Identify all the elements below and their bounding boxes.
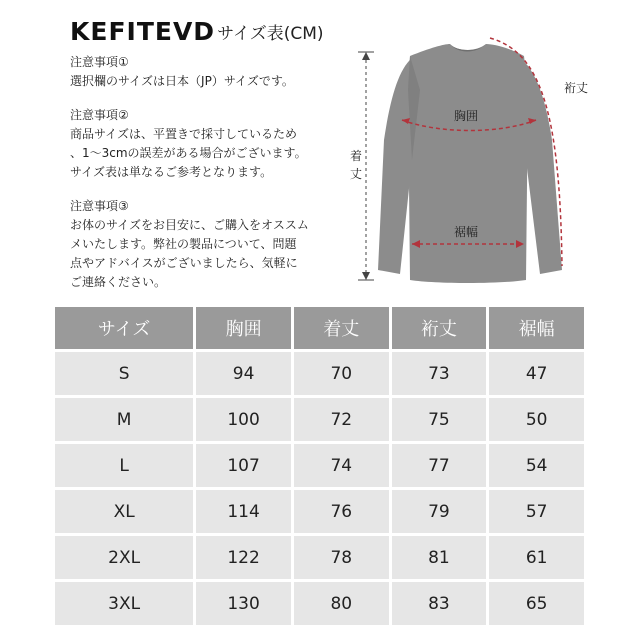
shirt-measurement-diagram	[340, 30, 640, 298]
table-row	[55, 536, 584, 579]
length-cell: 78	[294, 536, 389, 579]
note-1	[70, 53, 360, 91]
length-cell: 74	[294, 444, 389, 487]
length-arrow-top	[362, 52, 370, 60]
sleeve-cell: 73	[392, 352, 487, 395]
sleeve-label: 裄丈	[564, 81, 589, 95]
table-row	[55, 352, 584, 395]
notes-section	[70, 53, 363, 307]
size-chart-subtitle: サイズ表(CM)	[217, 23, 324, 44]
table-row	[55, 398, 584, 441]
hem-cell: 50	[489, 398, 584, 441]
length-label-bottom: 丈	[350, 167, 363, 181]
note-line: 、1〜3cmの誤差がある場合がございます。	[70, 146, 307, 160]
size-cell: M	[55, 398, 193, 441]
chest-cell: 122	[196, 536, 291, 579]
shirt-diagram-svg	[340, 30, 640, 298]
chest-label: 胸囲	[454, 109, 479, 123]
hem-cell: 65	[489, 582, 584, 625]
note-3	[70, 197, 360, 292]
table-row	[55, 582, 584, 625]
chest-cell: 107	[196, 444, 291, 487]
size-cell: L	[55, 444, 193, 487]
column-header-hem: 裾幅	[489, 307, 584, 349]
chest-cell: 130	[196, 582, 291, 625]
note-line: ご連絡ください。	[70, 275, 167, 289]
note-line: 商品サイズは、平置きで採寸しているため	[70, 127, 298, 141]
hem-cell: 57	[489, 490, 584, 533]
column-header-sleeve: 裄丈	[392, 307, 487, 349]
size-cell: XL	[55, 490, 193, 533]
hem-label: 裾幅	[454, 225, 479, 239]
note-line: お体のサイズをお目安に、ご購入をオススム	[70, 218, 309, 232]
size-table	[52, 304, 587, 628]
sleeve-cell: 83	[392, 582, 487, 625]
size-cell: S	[55, 352, 193, 395]
length-cell: 70	[294, 352, 389, 395]
hem-cell: 47	[489, 352, 584, 395]
length-arrow-bottom	[362, 272, 370, 280]
chest-cell: 100	[196, 398, 291, 441]
sleeve-cell: 77	[392, 444, 487, 487]
size-cell: 2XL	[55, 536, 193, 579]
hem-cell: 54	[489, 444, 584, 487]
note-heading: 注意事項①	[70, 55, 129, 69]
note-line: メいたします。弊社の製品について、問題	[70, 237, 297, 251]
hem-cell: 61	[489, 536, 584, 579]
chest-cell: 94	[196, 352, 291, 395]
column-header-size: サイズ	[55, 307, 193, 349]
size-table-header	[55, 307, 584, 349]
table-row	[55, 490, 584, 533]
note-line: 選択欄のサイズは日本（JP）サイズです。	[70, 74, 294, 88]
sleeve-cell: 79	[392, 490, 487, 533]
length-label-top: 着	[350, 149, 363, 163]
note-heading: 注意事項②	[70, 108, 129, 122]
table-row	[55, 444, 584, 487]
size-cell: 3XL	[55, 582, 193, 625]
column-header-chest: 胸囲	[196, 307, 291, 349]
sleeve-cell: 75	[392, 398, 487, 441]
note-line: 点やアドバイスがございましたら、気軽に	[70, 256, 298, 270]
note-line: サイズ表は単なるご参考となります。	[70, 165, 273, 179]
brand-name: KEFITEVD	[70, 16, 216, 46]
sleeve-cell: 81	[392, 536, 487, 579]
length-cell: 76	[294, 490, 389, 533]
shirt-body	[408, 44, 528, 283]
length-cell: 72	[294, 398, 389, 441]
chest-cell: 114	[196, 490, 291, 533]
note-2	[70, 106, 363, 182]
column-header-length: 着丈	[294, 307, 389, 349]
size-chart-title	[70, 14, 324, 48]
note-heading: 注意事項③	[70, 199, 129, 213]
length-cell: 80	[294, 582, 389, 625]
